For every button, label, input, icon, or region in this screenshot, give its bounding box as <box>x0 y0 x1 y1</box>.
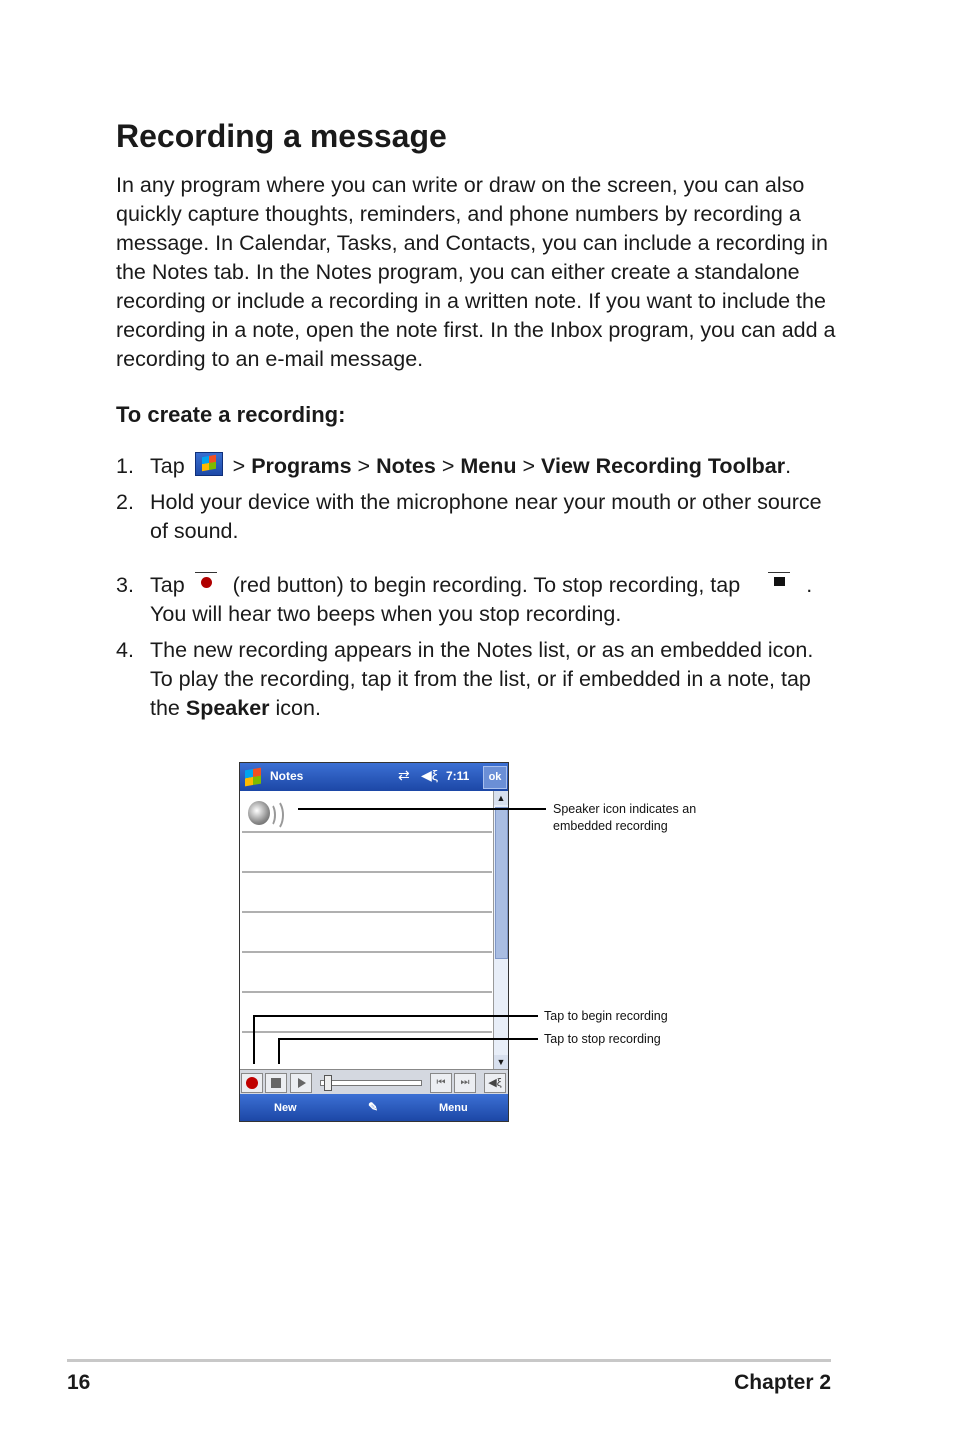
menu-path-programs: Programs <box>251 454 352 478</box>
next-icon[interactable]: ⏭ <box>454 1073 476 1093</box>
stop-recording-callout: Tap to stop recording <box>544 1032 661 1046</box>
speaker-callout-line <box>298 808 546 810</box>
slider-knob[interactable] <box>324 1075 332 1091</box>
speaker-icon[interactable] <box>244 795 284 831</box>
period: . <box>806 573 813 597</box>
windows-start-icon <box>195 452 223 476</box>
record-button-icon <box>193 572 219 598</box>
intro-paragraph: In any program where you can write or draw on the screen, you can also quickly capture thoughts, reminders, and phone numbers by recording a message. In Calendar, Tasks, and Contacts, you can include a recording in the Notes tab. In the Notes program, you can either create a standalone recording or include a recording in a written note. If you want to include the recording in a note, open the note first. In the Inbox program, you can add a recording to an e-mail message. <box>116 173 836 371</box>
ok-button[interactable]: ok <box>483 766 507 789</box>
page-number: 16 <box>67 1371 91 1394</box>
title-bar <box>240 763 508 791</box>
footer-divider <box>67 1359 831 1362</box>
note-line <box>242 951 492 953</box>
record-button[interactable] <box>241 1073 263 1093</box>
step-text: You will hear two beeps when you stop recording. <box>150 602 622 626</box>
chapter-label: Chapter 2 <box>734 1371 831 1394</box>
step-text: Tap <box>150 573 185 597</box>
callout-text-line: Speaker icon indicates an <box>553 802 697 816</box>
clock[interactable]: 7:11 <box>446 769 470 783</box>
device-screenshot <box>239 762 509 1122</box>
period: . <box>785 454 792 478</box>
note-line <box>242 1031 492 1033</box>
stop-callout-vline <box>278 1039 280 1064</box>
menu-path-notes: Notes <box>376 454 436 478</box>
step-number: 3. <box>116 573 134 597</box>
separator: > <box>357 454 371 478</box>
note-canvas[interactable] <box>240 791 492 1069</box>
step-number: 2. <box>116 490 134 514</box>
menu-softkey[interactable]: Menu <box>439 1102 468 1114</box>
step-text: (red button) to begin recording. To stop recording, tap <box>232 573 741 597</box>
speaker-label: Speaker <box>185 696 270 720</box>
callout-text-line: embedded recording <box>553 819 668 833</box>
step-body <box>150 636 836 723</box>
step-body <box>150 571 836 629</box>
play-button[interactable] <box>290 1073 312 1093</box>
previous-icon[interactable]: ⏮ <box>430 1073 452 1093</box>
begin-recording-callout: Tap to begin recording <box>544 1009 668 1023</box>
recording-toolbar <box>240 1069 508 1094</box>
page-title: Recording a message <box>116 118 447 154</box>
step-text: icon. <box>275 696 321 720</box>
note-line <box>242 991 492 993</box>
note-line <box>242 831 492 833</box>
app-title: Notes <box>270 769 304 783</box>
volume-icon[interactable]: ◀ξ <box>421 767 439 783</box>
speaker-volume-icon[interactable]: ◀ξ <box>484 1073 506 1093</box>
connectivity-icon[interactable]: ⇄ <box>398 767 410 783</box>
note-line <box>242 871 492 873</box>
stop-button-icon <box>766 572 792 598</box>
separator: > <box>441 454 455 478</box>
playback-slider[interactable] <box>320 1080 422 1086</box>
separator: > <box>522 454 536 478</box>
menu-path-menu: Menu <box>460 454 517 478</box>
scroll-up-icon[interactable]: ▲ <box>494 791 508 805</box>
new-softkey[interactable]: New <box>274 1102 297 1114</box>
step-text: The new recording appears in the Notes list, or as an embedded icon. To play the recording, tap it from the list, or if embedded in a note, tap the <box>150 638 814 720</box>
menu-bar <box>240 1094 508 1121</box>
scroll-down-icon[interactable]: ▼ <box>494 1055 508 1069</box>
input-panel-icon[interactable]: ✎ <box>368 1100 379 1114</box>
step-body: Hold your device with the microphone near your mouth or other source of sound. <box>150 490 822 543</box>
vertical-scrollbar[interactable] <box>493 791 508 1069</box>
speaker-callout <box>553 801 696 835</box>
step-number: 4. <box>116 638 134 662</box>
separator: > <box>232 454 246 478</box>
begin-callout-vline <box>253 1016 255 1064</box>
stop-callout-line <box>278 1038 538 1040</box>
step-body <box>150 452 836 481</box>
menu-path-view-recording-toolbar: View Recording Toolbar <box>541 454 786 478</box>
stop-button[interactable] <box>265 1073 287 1093</box>
step-text: Tap <box>150 454 185 478</box>
begin-callout-line <box>253 1015 538 1017</box>
note-line <box>242 911 492 913</box>
scroll-thumb[interactable] <box>495 807 508 959</box>
step-number: 1. <box>116 454 134 478</box>
start-menu-icon[interactable] <box>243 767 263 787</box>
section-heading: To create a recording: <box>116 402 346 427</box>
